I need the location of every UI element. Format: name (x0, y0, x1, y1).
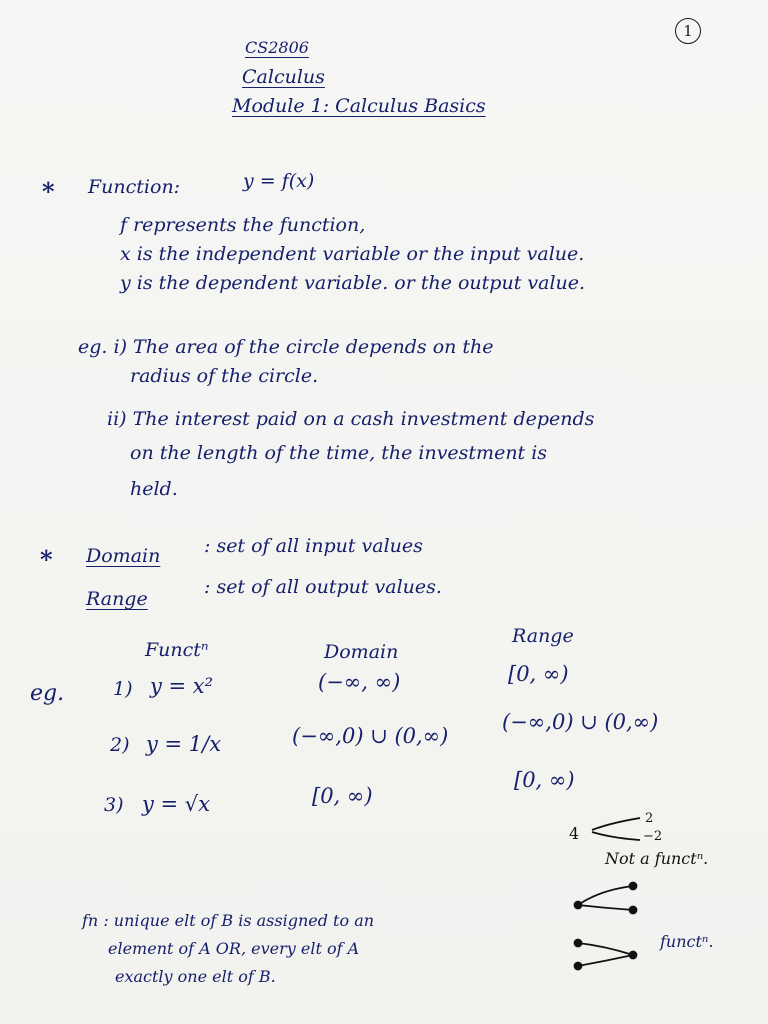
row-1-range: [0, ∞) (508, 662, 569, 686)
function-label-diagram: functⁿ. (660, 932, 714, 951)
function-line-2: x is the independent variable or the input value. (120, 243, 585, 265)
domain-bullet: * (40, 545, 53, 574)
row-3-number: 3) (104, 794, 124, 816)
table-header-function: Functⁿ (145, 639, 209, 661)
row-2-number: 2) (110, 734, 130, 756)
course-code: CS2806 (245, 38, 309, 57)
example-ii-line-2: on the length of the time, the investment is (130, 442, 548, 464)
function-mapping-diagram-2 (575, 940, 637, 970)
domain-label: Domain (86, 545, 161, 567)
mapping-bottom-value: −2 (643, 829, 663, 844)
footnote-line-3: exactly one elt of B. (115, 967, 276, 986)
example-ii-line-1: ii) The interest paid on a cash investment depends (107, 408, 595, 430)
not-function-label: Not a functⁿ. (605, 849, 709, 868)
function-label: Function: (88, 176, 181, 198)
row-3-function: y = √x (142, 792, 211, 816)
module-title: Module 1: Calculus Basics (232, 95, 486, 117)
mapping-top-value: 2 (645, 811, 654, 826)
function-formula: y = f(x) (243, 170, 315, 192)
row-2-function: y = 1/x (146, 732, 222, 756)
not-function-mapping-diagram (592, 818, 640, 840)
row-3-domain: [0, ∞) (312, 784, 373, 808)
function-line-1: f represents the function, (120, 214, 366, 236)
footnote-line-1: fn : unique elt of B is assigned to an (82, 911, 375, 930)
table-eg-label: eg. (30, 681, 65, 706)
row-2-range: (−∞,0) ∪ (0,∞) (502, 710, 659, 734)
row-1-domain: (−∞, ∞) (318, 670, 401, 694)
mapping-left-value: 4 (569, 824, 580, 843)
table-header-range: Range (512, 625, 574, 647)
mapping-line-lower (592, 832, 640, 840)
row-1-number: 1) (113, 678, 133, 700)
example-i-line-1: eg. i) The area of the circle depends on the (78, 336, 494, 358)
footnote-line-2: element of A OR, every elt of A (108, 939, 360, 958)
domain-definition: : set of all input values (204, 535, 423, 557)
course-name: Calculus (242, 66, 325, 88)
example-ii-line-3: held. (130, 478, 178, 500)
range-label: Range (86, 588, 148, 610)
function-bullet: * (42, 177, 55, 206)
mapping-line (578, 943, 633, 955)
row-3-range: [0, ∞) (514, 768, 575, 792)
mapping-line (578, 955, 633, 966)
page-number: 1 (675, 18, 701, 44)
function-mapping-diagram-1 (575, 883, 637, 914)
mapping-line (578, 905, 633, 910)
table-header-domain: Domain (324, 641, 399, 663)
function-line-3: y is the dependent variable. or the output value. (120, 272, 586, 294)
mapping-line-upper (592, 818, 640, 830)
row-2-domain: (−∞,0) ∪ (0,∞) (292, 724, 449, 748)
example-i-line-2: radius of the circle. (130, 365, 319, 387)
row-1-function: y = x² (150, 674, 214, 698)
range-definition: : set of all output values. (204, 576, 442, 598)
mapping-line (578, 886, 633, 905)
